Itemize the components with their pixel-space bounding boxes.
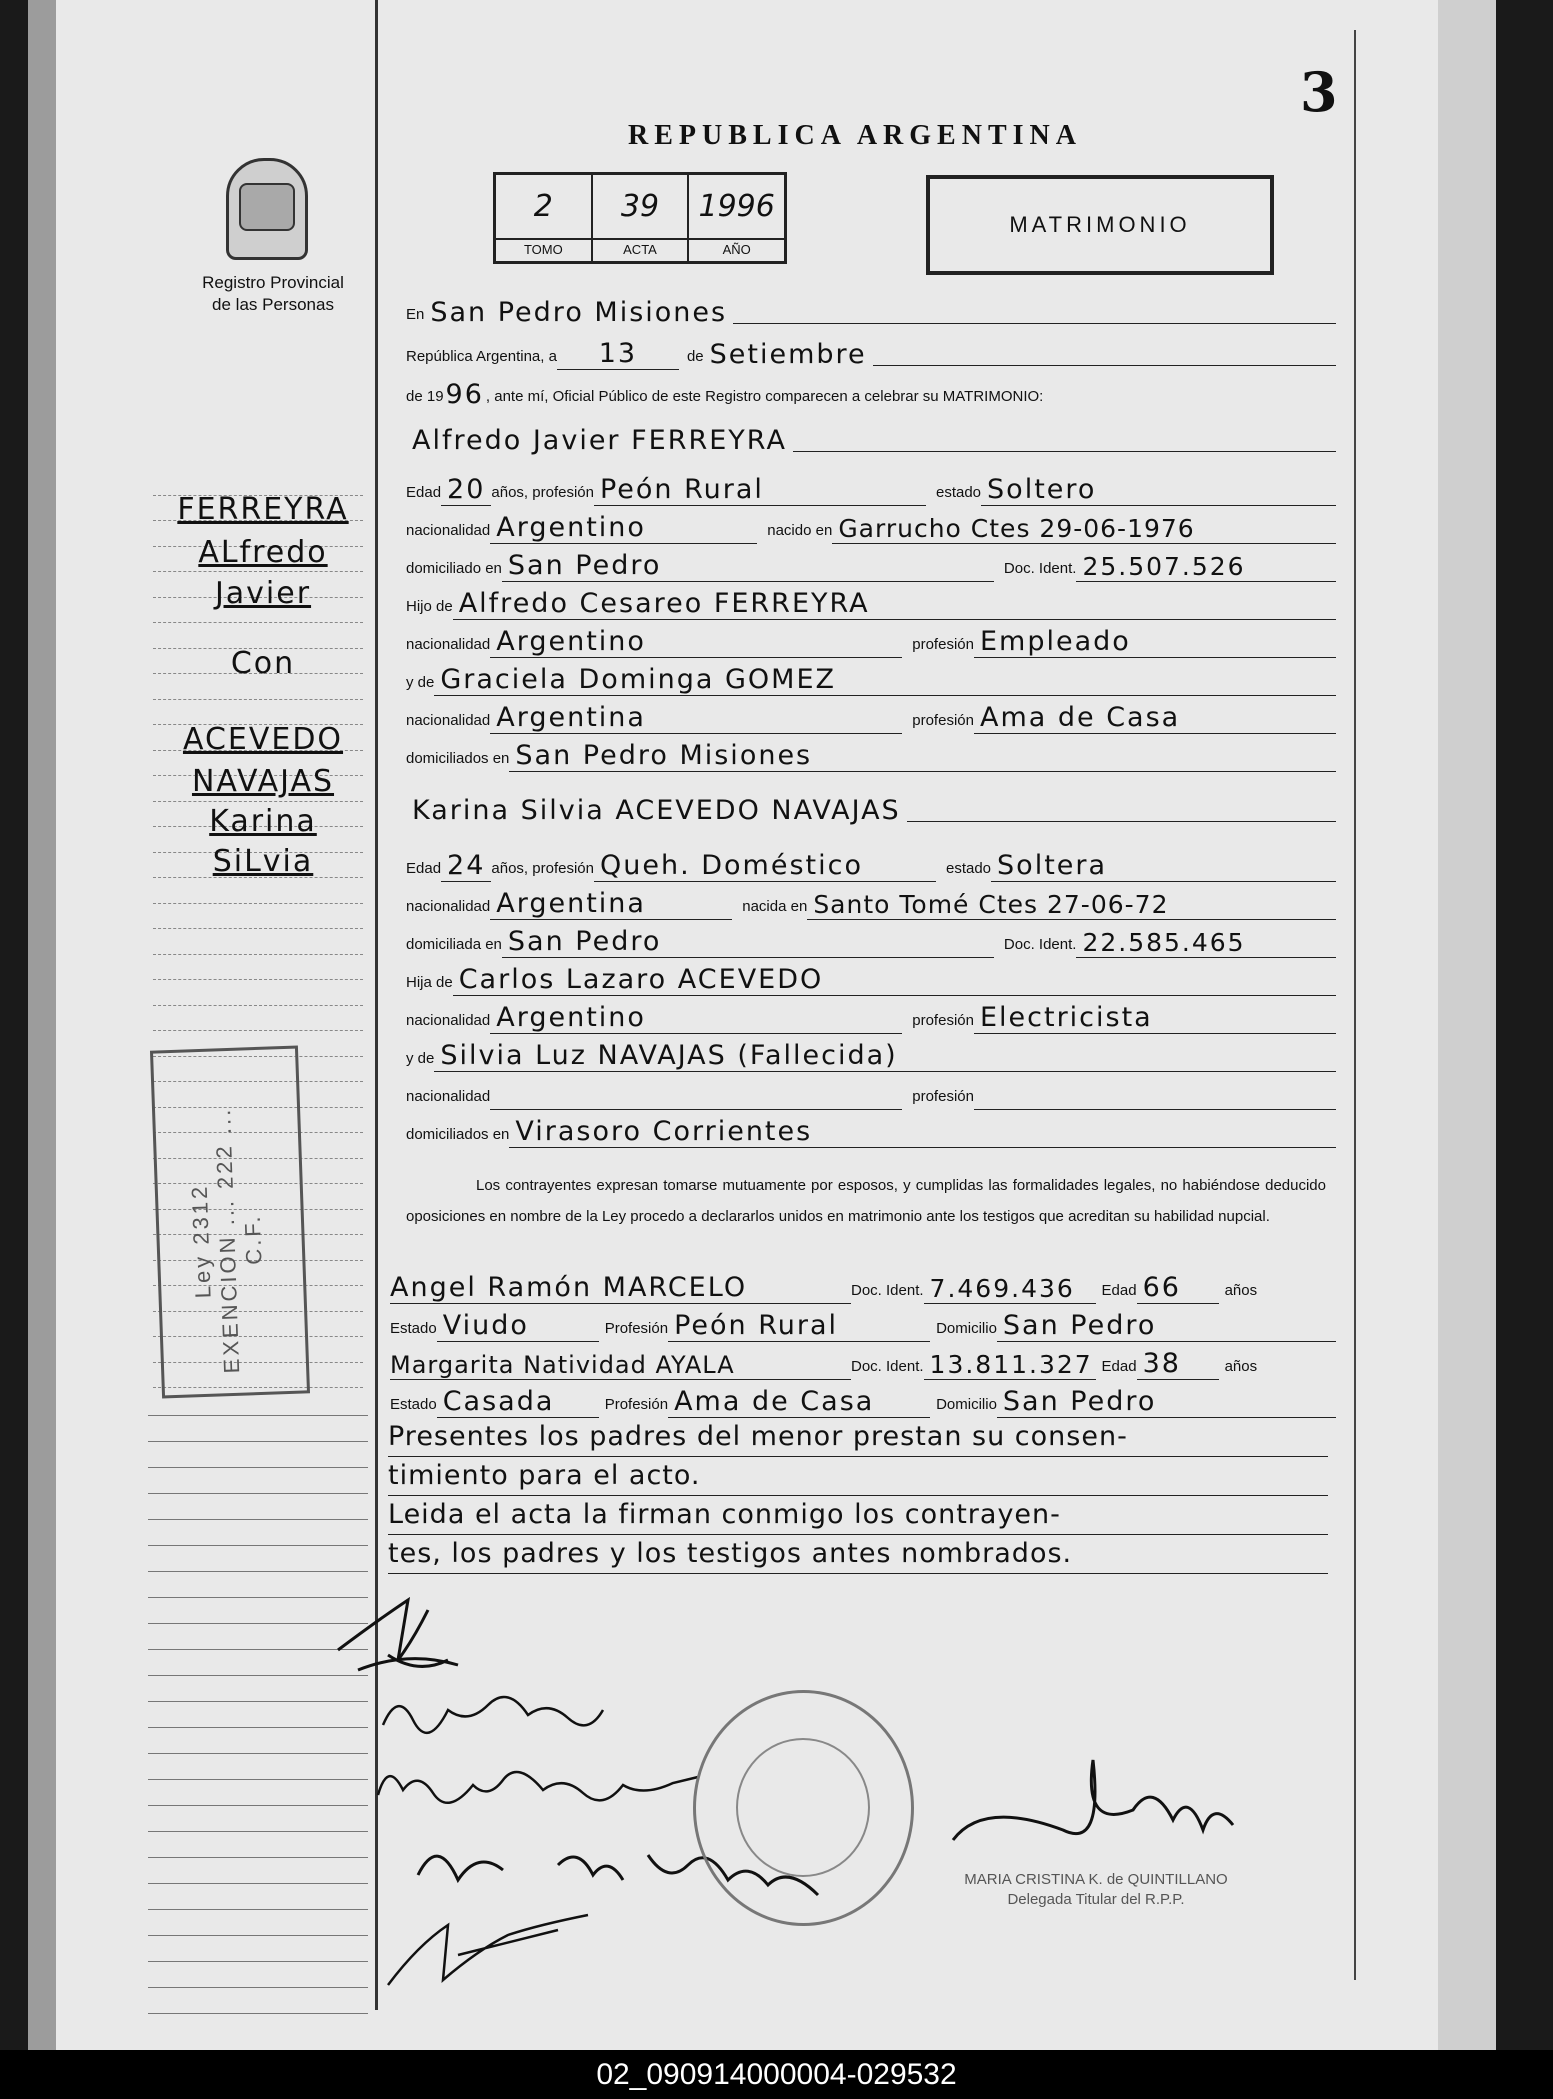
margin-con: Con bbox=[230, 646, 296, 681]
month-value: Setiembre bbox=[709, 339, 867, 370]
record-box bbox=[493, 172, 787, 264]
bride-name: Karina Silvia ACEVEDO NAVAJAS bbox=[412, 795, 901, 826]
margin-name-groom-1: ALfredo bbox=[198, 535, 328, 570]
tomo-cell: 2 TOMO bbox=[496, 175, 593, 261]
scan-footer-id: 02_090914000004-029532 bbox=[0, 2050, 1553, 2099]
margin-surname-bride-1: ACEVEDO bbox=[182, 722, 344, 757]
declaration-text: Los contrayentes expresan tomarse mutuamente por esposos, y cumplidas las formalidades legales, no habiéndose deducido oposiciones en nombre de la Ley procedo a declararlos unidos en matrimonio ante los testigos que acreditan su habilidad nupcial. bbox=[406, 1177, 1326, 1225]
row-witness2-detail: Estado Casada Profesión Ama de Casa Domicilio San Pedro bbox=[390, 1382, 1336, 1418]
row-groom-domicile: domiciliado en San Pedro Doc. Ident. 25.507.526 bbox=[406, 546, 1336, 582]
row-groom-age: Edad 20 años, profesión Peón Rural estado Soltero bbox=[406, 470, 1336, 506]
signature-official-icon bbox=[943, 1740, 1243, 1880]
ano-cell: 1996 AÑO bbox=[689, 175, 784, 261]
page-edge bbox=[1438, 0, 1496, 2050]
signature-groom-icon bbox=[318, 1580, 478, 1690]
left-ruled-lines-lower bbox=[148, 1390, 368, 2014]
row-bride-father-nat: nacionalidad Argentino profesión Electricista bbox=[406, 998, 1336, 1034]
row-place: En San Pedro Misiones bbox=[406, 292, 1336, 328]
acta-cell: 39 ACTA bbox=[593, 175, 690, 261]
row-witness1-detail: Estado Viudo Profesión Peón Rural Domicilio San Pedro bbox=[390, 1306, 1336, 1342]
country-title: REPUBLICA ARGENTINA bbox=[628, 120, 1082, 151]
margin-name-bride-1: Karina bbox=[209, 804, 317, 839]
row-bride-nationality: nacionalidad Argentina nacida en Santo Tomé Ctes 27-06-72 bbox=[406, 884, 1336, 920]
signature-father-icon bbox=[378, 1680, 608, 1740]
row-year: de 19 96 , ante mí, Oficial Público de este Registro comparecen a celebrar su MATRIMONIO: bbox=[406, 379, 1044, 410]
row-groom-mother-nat: nacionalidad Argentina profesión Ama de Casa bbox=[406, 698, 1336, 734]
row-groom-father-nat: nacionalidad Argentino profesión Empleado bbox=[406, 622, 1336, 658]
exemption-stamp: Ley 2312 EXENCION ... 222 ... C.F. bbox=[150, 1046, 310, 1399]
row-bride-parents-domicile: domiciliados en Virasoro Corrientes bbox=[406, 1112, 1336, 1148]
signature-witness2-icon bbox=[378, 1895, 608, 1995]
registry-name: Registro Provincial de las Personas bbox=[202, 273, 344, 314]
binding-spine bbox=[28, 0, 56, 2050]
row-witness1: Angel Ramón MARCELO Doc. Ident. 7.469.436 Edad 66 años bbox=[390, 1272, 1258, 1303]
row-witness2: Margarita Natividad AYALA Doc. Ident. 13.811.327 Edad 38 años bbox=[390, 1348, 1258, 1379]
margin-surname-bride-2: NAVAJAS bbox=[191, 764, 335, 799]
provincial-seal-icon bbox=[226, 158, 308, 260]
row-bride-domicile: domiciliada en San Pedro Doc. Ident. 22.585.465 bbox=[406, 922, 1336, 958]
row-bride-name bbox=[406, 790, 1336, 826]
official-name: MARIA CRISTINA K. de QUINTILLANO Delegada Titular del R.P.P. bbox=[964, 1871, 1228, 1908]
right-rule bbox=[1354, 30, 1356, 1980]
row-groom-name bbox=[406, 420, 1336, 456]
row-groom-parents-domicile: domiciliados en San Pedro Misiones bbox=[406, 736, 1336, 772]
record-type-box: MATRIMONIO bbox=[926, 175, 1274, 275]
groom-name: Alfredo Javier FERREYRA bbox=[412, 425, 787, 456]
row-groom-father: Hijo de Alfredo Cesareo FERREYRA bbox=[406, 584, 1336, 620]
day-value: 13 bbox=[557, 338, 679, 370]
margin-surname-groom: FERREYRA bbox=[177, 492, 349, 527]
row-groom-mother: y de Graciela Dominga GOMEZ bbox=[406, 660, 1336, 696]
row-bride-mother: y de Silvia Luz NAVAJAS (Fallecida) bbox=[406, 1036, 1336, 1072]
place-value: San Pedro Misiones bbox=[430, 297, 728, 328]
signature-mother-icon bbox=[373, 1755, 703, 1815]
registry-round-stamp bbox=[693, 1690, 914, 1926]
row-bride-mother-nat: nacionalidad profesión bbox=[406, 1074, 1336, 1110]
margin-name-groom-2: Javier bbox=[214, 576, 312, 611]
row-bride-father: Hija de Carlos Lazaro ACEVEDO bbox=[406, 960, 1336, 996]
row-date: República Argentina, a 13 de Setiembre bbox=[406, 334, 1336, 370]
page-number: 3 bbox=[1300, 60, 1338, 124]
document-page bbox=[28, 0, 1468, 2050]
row-groom-nationality: nacionalidad Argentino nacido en Garrucho Ctes 29-06-1976 bbox=[406, 508, 1336, 544]
notes: Presentes los padres del menor prestan su consen- timiento para el acto. Leida el acta la firman conmigo los contrayen- tes, los padres y los testigos antes nombrados. bbox=[388, 1418, 1328, 1574]
margin-name-bride-2: SiLvia bbox=[212, 844, 314, 879]
row-bride-age: Edad 24 años, profesión Queh. Doméstico estado Soltera bbox=[406, 846, 1336, 882]
year-value: 96 bbox=[445, 379, 484, 410]
